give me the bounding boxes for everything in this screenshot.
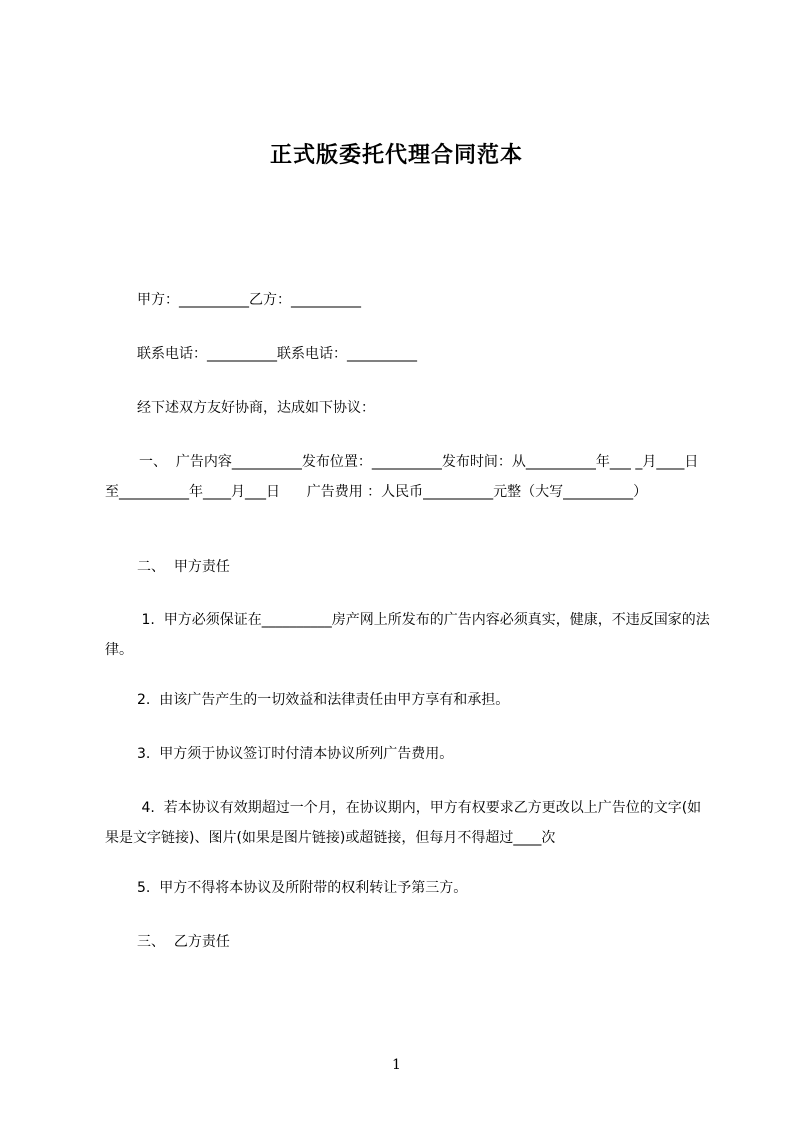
clause-1-paragraph: 一、 广告内容__________发布位置：__________发布时间：从__________年___ _月____日至__________年____月___日 广告费用 ：人民币__________元整（大写__________） [105,454,699,500]
party-line: 甲方：__________乙方：__________ [137,292,361,308]
document-title: 正式版委托代理合同范本 [269,143,523,168]
section-3-heading: 三、 乙方责任 [137,934,230,950]
page-number: 1 [392,1057,401,1073]
item-2-1-paragraph: 1. 甲方必须保证在__________房产网上所发布的广告内容必须真实，健康，不违反国家的法律。 [105,612,710,658]
section-2-heading: 二、 甲方责任 [137,559,230,575]
phone-line: 联系电话：__________联系电话：__________ [137,346,417,362]
item-2-4-paragraph: 4. 若本协议有效期超过一个月，在协议期内，甲方有权要求乙方更改以上广告位的文字(如果是文字链接)、图片(如果是图片链接)或超链接，但每月不得超过____次 [105,800,702,846]
item-2-5-paragraph: 5. 甲方不得将本协议及所附带的权利转让予第三方。 [137,880,468,896]
item-2-2-paragraph: 2. 由该广告产生的一切效益和法律责任由甲方享有和承担。 [137,692,510,708]
intro-paragraph: 经下述双方友好协商，达成如下协议： [137,400,375,416]
item-2-3-paragraph: 3. 甲方须于协议签订时付清本协议所列广告费用。 [137,746,454,762]
